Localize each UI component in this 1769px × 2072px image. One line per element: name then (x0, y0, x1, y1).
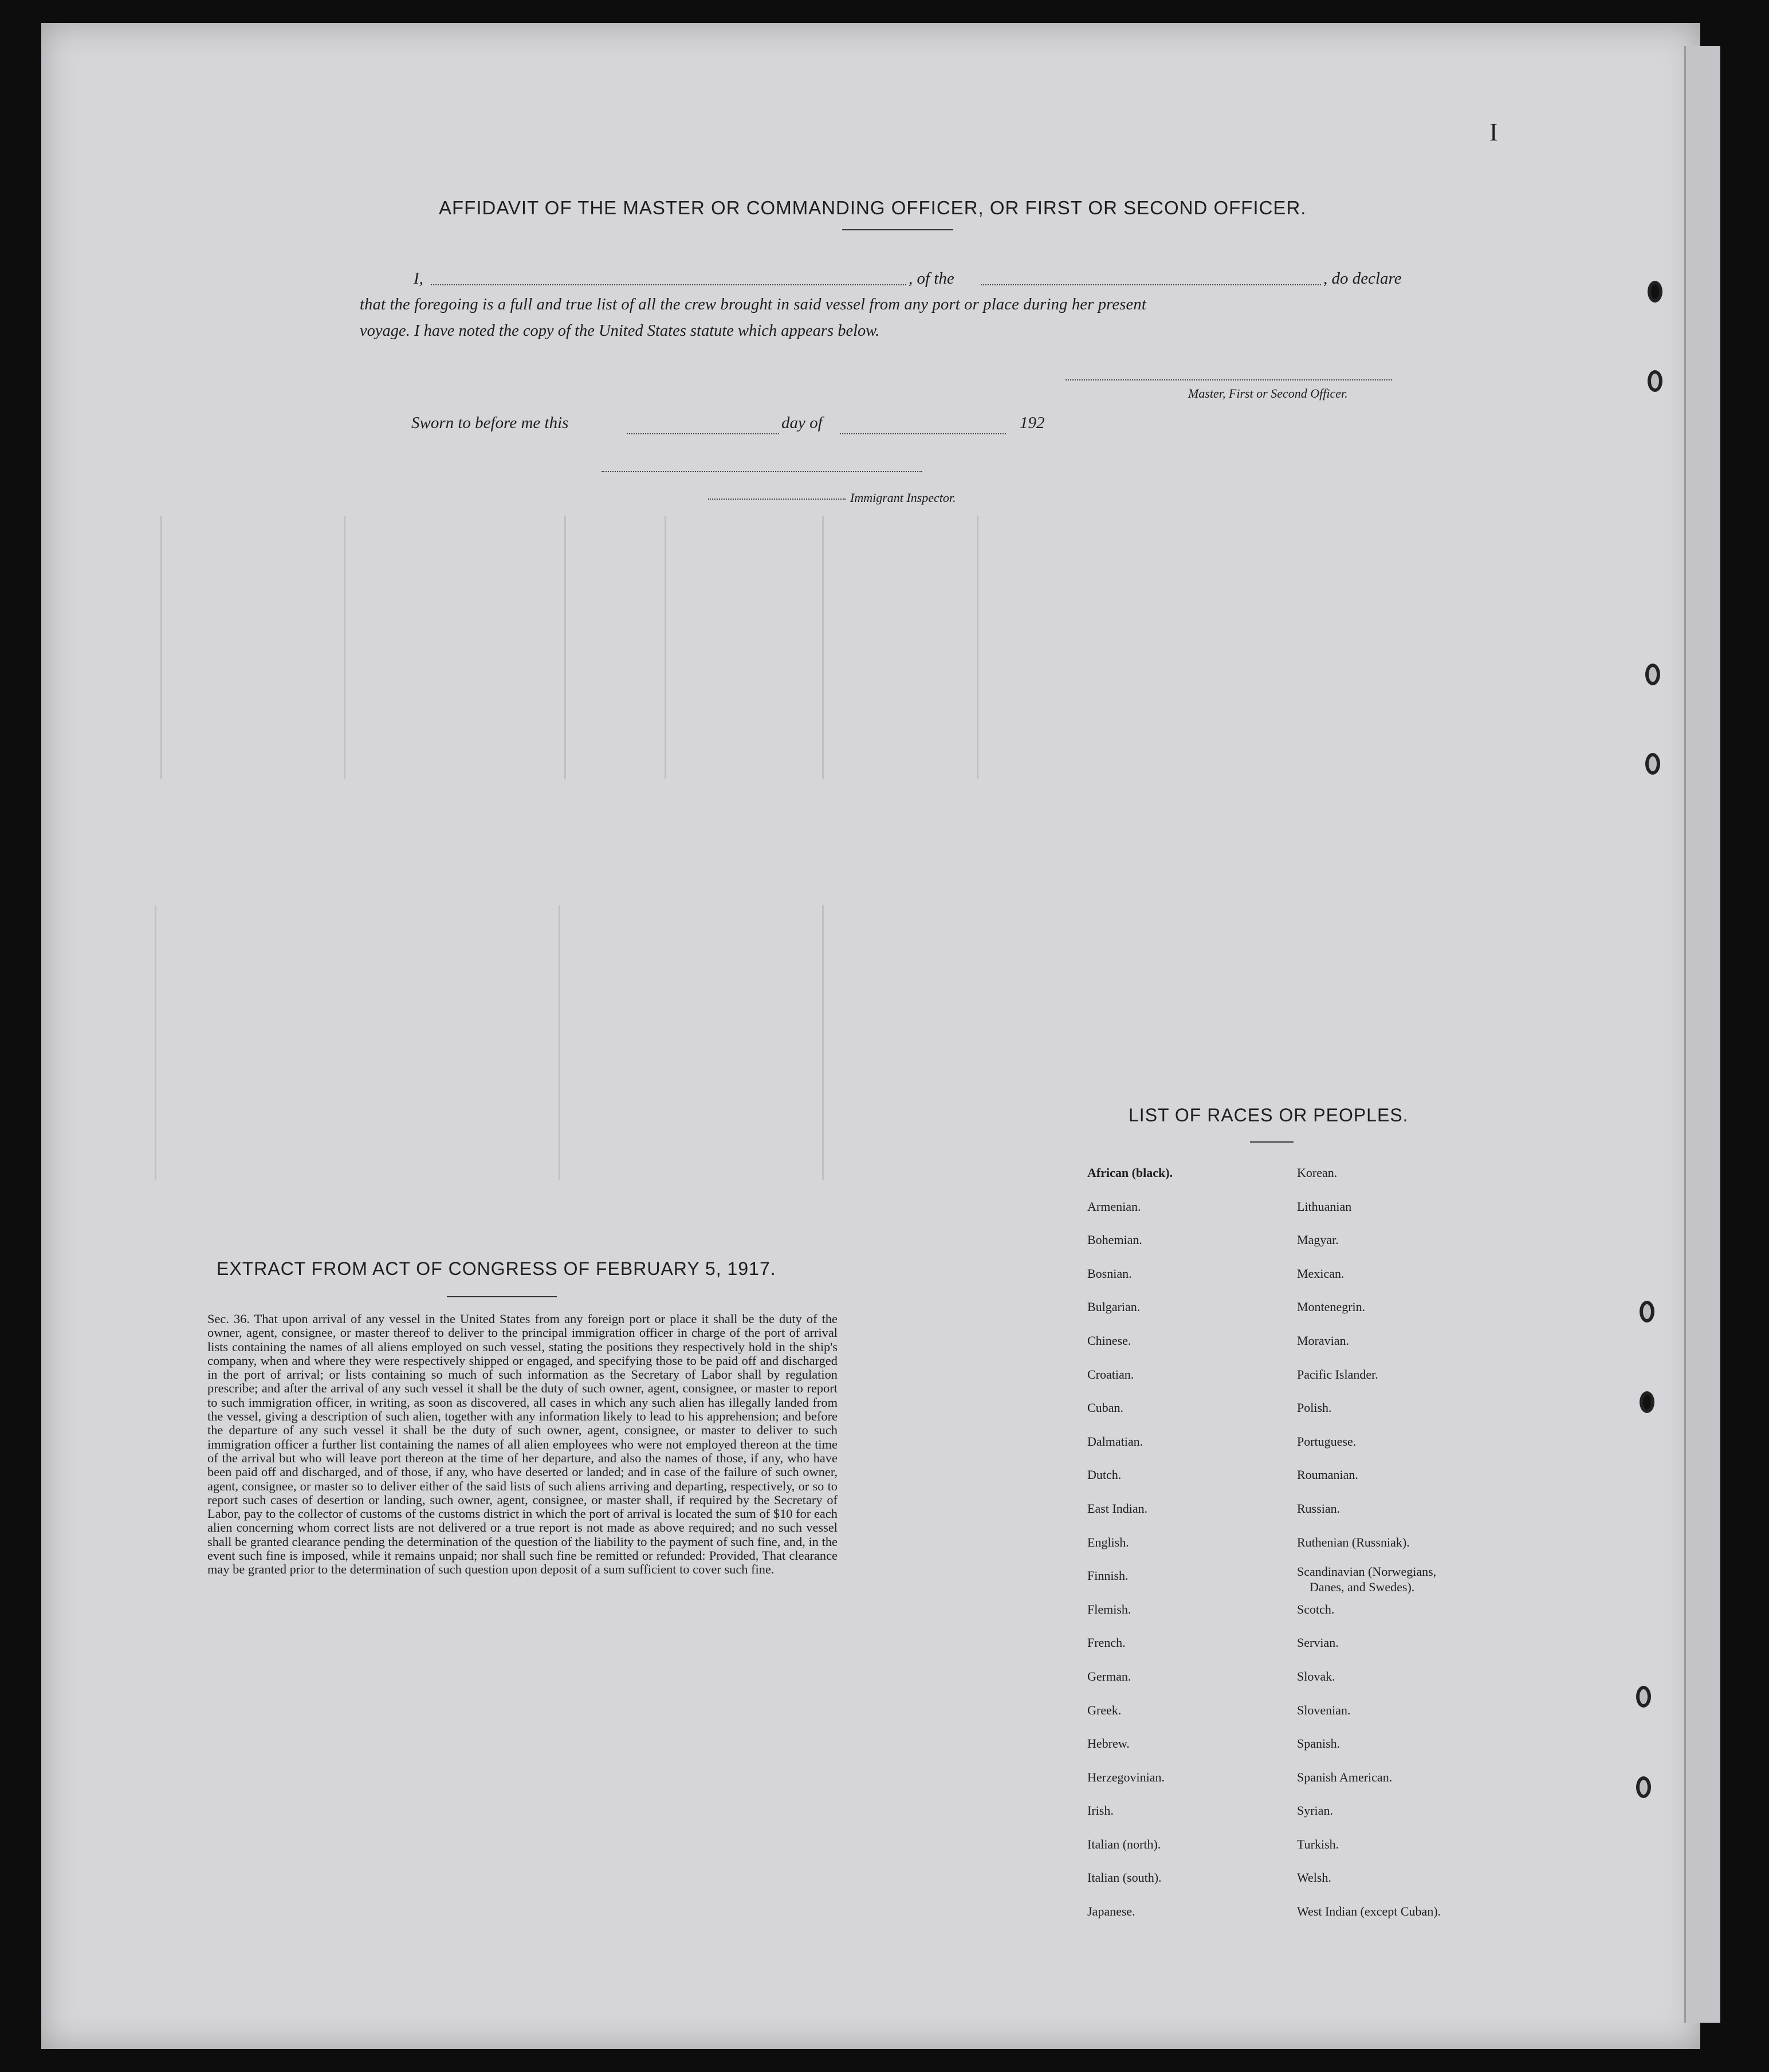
race-item: Portuguese. (1297, 1434, 1357, 1449)
bleed-through-rule (665, 516, 666, 779)
bleed-through-rule (822, 516, 824, 779)
race-item: Italian (north). (1087, 1836, 1161, 1851)
punch-hole (1648, 370, 1662, 392)
sworn-line-start: Sworn to before me this (411, 414, 569, 432)
inspector-signature-blank (602, 471, 922, 472)
extract-title: EXTRACT FROM ACT OF CONGRESS OF FEBRUARY 5, 1917. (217, 1258, 776, 1279)
race-item: Chinese. (1087, 1333, 1131, 1348)
race-item: Irish. (1087, 1803, 1114, 1818)
month-blank (840, 433, 1006, 434)
affidavit-line3: voyage. I have noted the copy of the United States statute which appears below. (360, 322, 880, 340)
race-item: Flemish. (1087, 1602, 1131, 1616)
bleed-through-rule (977, 516, 978, 779)
signature-caption: Master, First or Second Officer. (1188, 386, 1348, 401)
affidavit-title: AFFIDAVIT OF THE MASTER OR COMMANDING OFFICER, OR FIRST OR SECOND OFFICER. (439, 197, 1307, 218)
punch-hole (1636, 1776, 1651, 1798)
name-blank (431, 284, 906, 285)
races-left-column (1087, 1156, 1173, 1929)
race-item: French. (1087, 1635, 1126, 1650)
race-item: Korean. (1297, 1166, 1338, 1180)
sworn-year: 192 (1020, 414, 1045, 432)
race-item: Hebrew. (1087, 1736, 1130, 1751)
race-item: Servian. (1297, 1635, 1339, 1650)
races-title: LIST OF RACES OR PEOPLES. (1129, 1105, 1409, 1125)
punch-hole (1645, 664, 1660, 685)
race-item: Welsh. (1297, 1870, 1331, 1885)
inspector-caption: Immigrant Inspector. (850, 490, 956, 505)
race-item: Dutch. (1087, 1467, 1122, 1482)
bleed-through-rule (160, 516, 162, 779)
punch-hole (1636, 1686, 1651, 1708)
race-item: Bohemian. (1087, 1233, 1142, 1247)
bleed-through-rule (564, 516, 566, 779)
punch-hole (1640, 1301, 1654, 1323)
punch-hole (1645, 753, 1660, 775)
affidavit-line1-end: , do declare (1323, 269, 1402, 288)
race-item: Finnish. (1087, 1568, 1129, 1583)
race-item: Mexican. (1297, 1266, 1345, 1281)
affidavit-line1-start: I, (414, 269, 423, 288)
race-item: Italian (south). (1087, 1870, 1162, 1885)
race-item: Turkish. (1297, 1836, 1339, 1851)
race-item: Herzegovinian. (1087, 1769, 1165, 1784)
race-item: Greek. (1087, 1702, 1122, 1717)
page-edge (1684, 46, 1720, 2023)
race-item: Russian. (1297, 1501, 1340, 1516)
race-item: Pacific Islander. (1297, 1367, 1378, 1382)
race-item: East Indian. (1087, 1501, 1148, 1516)
affidavit-line1-mid: , of the (909, 269, 954, 288)
punch-hole (1648, 281, 1662, 303)
signature-blank (1066, 379, 1392, 380)
race-item: Montenegrin. (1297, 1300, 1366, 1314)
race-item: Roumanian. (1297, 1467, 1358, 1482)
title-underline (842, 229, 953, 230)
extract-body: Sec. 36. That upon arrival of any vessel in the United States from any foreign port or place it shall be the duty of the owner, agent, consignee, or master thereof to deliver to the principal immigration officer in charge of the port of arrival lists containing the names of all aliens employed on such vessel, stating the positions they respectively hold in the ship's company, when and where they were respectively shipped or engaged, and specifying those to be paid off and discharged in the port of arrival; or lists containing so much of such information as the Secretary of Labor shall by regulation prescribe; and after the arrival of any such vessel it shall be the duty of such owner, agent, consignee, or master to report to such immigration officer, in writing, as soon as discovered, all cases in which any such alien has illegally landed from the vessel, giving a description of such alien, together with any information likely to lead to his apprehension; and before the departure of any such vessel it shall be the duty of such owner, agent, consignee, or master to deliver to such immigration officer a further list containing the names of all alien employees who were not employed thereon at the time of the arrival but who will leave port thereon at the time of her departure, and also the names of those, if any, who have been paid off and discharged, and of those, if any, who have deserted or landed; and in case of the failure of such owner, agent, consignee, or master so to deliver either of the said lists of such aliens arriving and departing, respectively, or so to report such cases of desertion or landing, such owner, agent, consignee, or master shall, if required by the Secretary of Labor, pay to the collector of customs of the customs district in which the port of arrival is located the sum of $10 for each alien concerning whom correct lists are not delivered or a true report is not made as above required; and no such vessel shall be granted clearance pending the determination of the question of the liability to the payment of such fine, and, in the event such fine is imposed, while it remains unpaid; nor shall such fine be remitted or refunded: Provided, That clearance may be granted prior to the determination of such question upon deposit of a sum sufficient to cover such fine. (207, 1312, 838, 1577)
bleed-through-rule (155, 905, 156, 1180)
race-item: Slovak. (1297, 1669, 1335, 1683)
race-item: Magyar. (1297, 1233, 1339, 1247)
punch-hole (1640, 1391, 1654, 1413)
races-right-column (1297, 1156, 1441, 1929)
race-item: West Indian (except Cuban). (1297, 1904, 1441, 1919)
races-title-underline (1250, 1141, 1294, 1143)
day-blank (627, 433, 779, 434)
race-item: German. (1087, 1669, 1131, 1683)
affidavit-line2: that the foregoing is a full and true list of all the crew brought in said vessel from any port or place during her present (360, 296, 1146, 313)
race-item: Polish. (1297, 1400, 1332, 1415)
page-mark: I (1489, 118, 1498, 146)
race-item: Slovenian. (1297, 1702, 1351, 1717)
race-item: Spanish American. (1297, 1769, 1393, 1784)
bleed-through-rule (344, 516, 345, 779)
race-item: African (black). (1087, 1166, 1173, 1180)
race-item: Scandinavian (Norwegians, Danes, and Swedes). (1297, 1564, 1437, 1595)
race-item: Moravian. (1297, 1333, 1350, 1348)
race-item: Cuban. (1087, 1400, 1123, 1415)
race-item: Bulgarian. (1087, 1300, 1141, 1314)
race-item: Armenian. (1087, 1199, 1141, 1214)
race-item: Spanish. (1297, 1736, 1340, 1751)
race-item: Dalmatian. (1087, 1434, 1143, 1449)
race-item: English. (1087, 1535, 1129, 1549)
inspector-caption-blank (708, 499, 846, 500)
race-item: Syrian. (1297, 1803, 1333, 1818)
race-item: Japanese. (1087, 1904, 1135, 1919)
race-item: Scotch. (1297, 1602, 1335, 1616)
race-item: Lithuanian (1297, 1199, 1352, 1214)
bleed-through-rule (822, 905, 824, 1180)
extract-title-underline (447, 1296, 557, 1297)
bleed-through-rule (559, 905, 560, 1180)
race-item: Croatian. (1087, 1367, 1134, 1382)
race-item: Bosnian. (1087, 1266, 1132, 1281)
race-item: Ruthenian (Russniak). (1297, 1535, 1410, 1549)
vessel-blank (981, 284, 1321, 285)
sworn-line-mid: day of (781, 414, 823, 432)
